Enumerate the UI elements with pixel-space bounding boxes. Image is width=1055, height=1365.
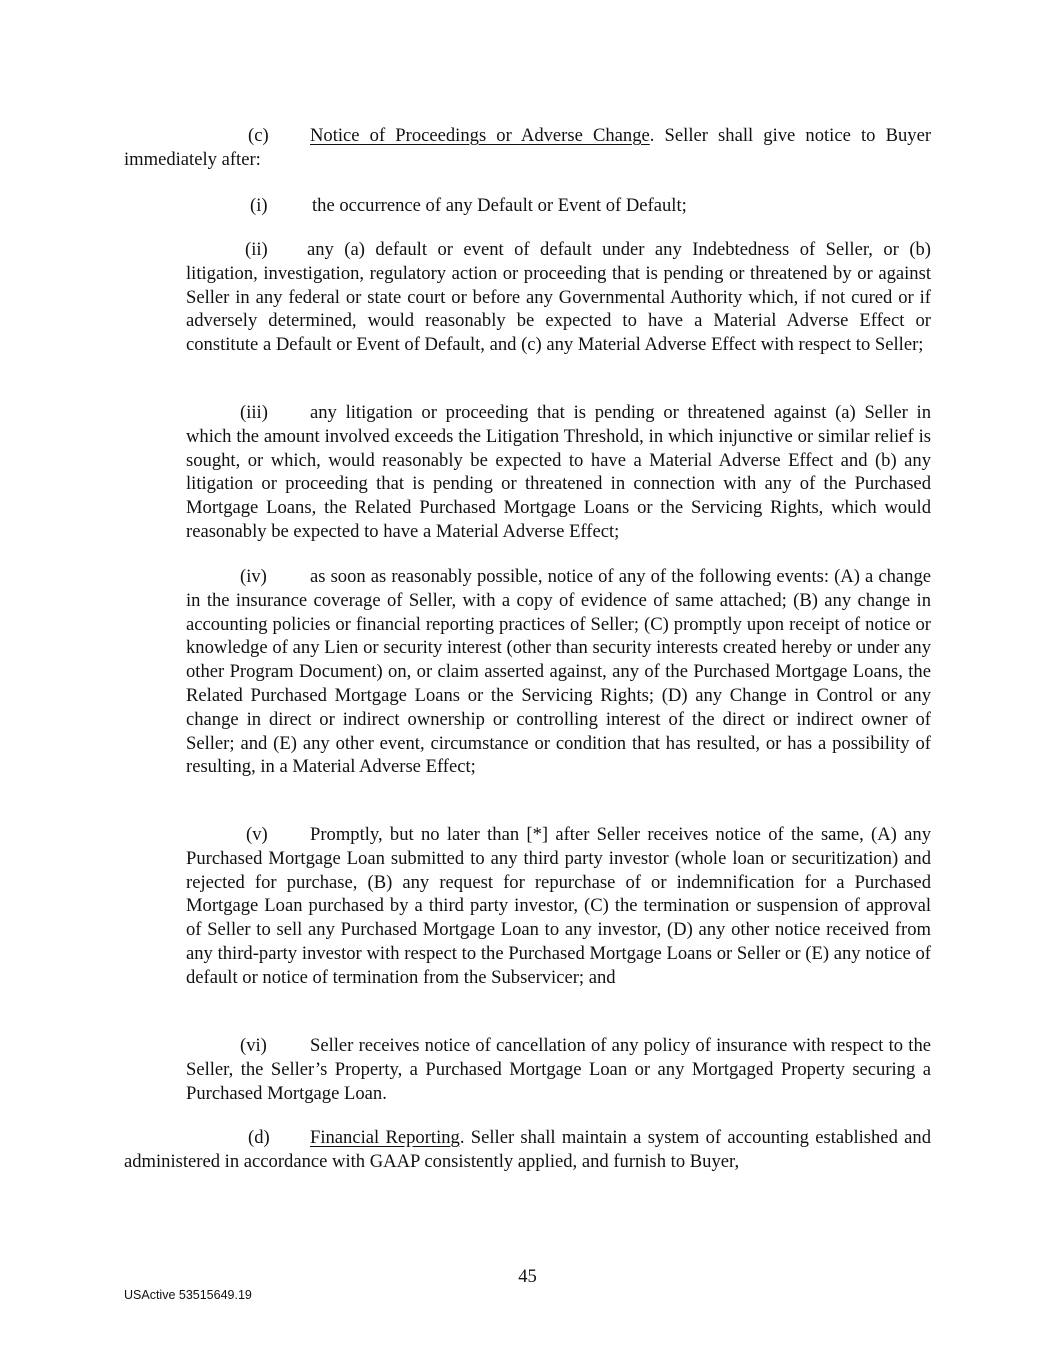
section-d-marker: (d) bbox=[248, 1127, 270, 1148]
section-c-heading: Notice of Proceedings or Adverse Change bbox=[310, 125, 650, 146]
section-c-marker: (c) bbox=[248, 125, 269, 146]
item-i-marker: (i) bbox=[250, 195, 268, 216]
item-ii-marker: (ii) bbox=[245, 239, 268, 260]
section-d-text: . Seller shall maintain a system of accounting established and administered in accordance with GAAP consistently applied, and furnish to Buyer, bbox=[124, 1127, 931, 1172]
item-ii-paragraph bbox=[186, 238, 931, 357]
item-iv-text: as soon as reasonably possible, notice of any of the following events: (A) a change in the insurance coverage of Seller, with a copy of evidence of same attached; (B) any change in accounting policies or financial reporting practices of Seller; (C) promptly upon receipt of notice or knowledge of any Lien or security interest (other than security interests created hereby or under any other Program Document) on, or claim asserted against, any of the Purchased Mortgage Loans, the Related Purchased Mortgage Loans or the Servicing Rights; (D) any Change in Control or any change in direct or indirect ownership or controlling interest of the direct or indirect owner of Seller; and (E) any other event, circumstance or condition that has resulted, or has a possibility of resulting, in a Material Adverse Effect; bbox=[186, 566, 931, 778]
section-d-heading: Financial Reporting bbox=[310, 1127, 460, 1148]
item-vi-text: Seller receives notice of cancellation of any policy of insurance with respect to the Seller, the Seller’s Property, a Purchased Mortgage Loan or any Mortgaged Property securing a Purchased Mortgage Loan. bbox=[186, 1035, 931, 1104]
item-i-text: the occurrence of any Default or Event of Default; bbox=[312, 195, 687, 216]
page-number: 45 bbox=[518, 1266, 537, 1287]
item-iv-paragraph bbox=[186, 565, 931, 779]
section-d-paragraph bbox=[124, 1126, 931, 1174]
item-iv-marker: (iv) bbox=[240, 566, 267, 587]
item-i-paragraph bbox=[186, 194, 931, 218]
section-c-text: . Seller shall give notice to Buyer immediately after: bbox=[124, 125, 932, 170]
item-iii-text: any litigation or proceeding that is pending or threatened against (a) Seller in which the amount involved exceeds the Litigation Threshold, in which injunctive or similar relief is sought, or which, would reasonably be expected to have a Material Adverse Effect and (b) any litigation or proceeding that is pending or threatened in connection with any of the Purchased Mortgage Loans, the Related Purchased Mortgage Loans or the Servicing Rights, which would reasonably be expected to have a Material Adverse Effect; bbox=[186, 402, 931, 542]
item-v-text: Promptly, but no later than [*] after Seller receives notice of the same, (A) any Purchased Mortgage Loan submitted to any third party investor (whole loan or securitization) and rejected for purchase, (B) any request for repurchase of or indemnification for a Purchased Mortgage Loan purchased by a third party investor, (C) the termination or suspension of approval of Seller to sell any Purchased Mortgage Loan to any investor, (D) any other notice received from any third-party investor with respect to the Purchased Mortgage Loans or Seller or (E) any notice of default or notice of termination from the Subservicer; and bbox=[186, 824, 931, 988]
item-v-marker: (v) bbox=[246, 824, 268, 845]
item-vi-marker: (vi) bbox=[240, 1035, 267, 1056]
item-iii-marker: (iii) bbox=[240, 402, 268, 423]
item-v-paragraph bbox=[186, 823, 931, 990]
item-iii-paragraph bbox=[186, 401, 931, 544]
item-ii-text: any (a) default or event of default under any Indebtedness of Seller, or (b) litigation, investigation, regulatory action or proceeding that is pending or threatened by or against Seller in any federal or state court or before any Governmental Authority which, if not cured or if adversely determined, would reasonably be expected to have a Material Adverse Effect or constitute a Default or Event of Default, and (c) any Material Adverse Effect with respect to Seller; bbox=[186, 239, 931, 356]
section-c-paragraph bbox=[124, 124, 931, 172]
document-id-footer: USActive 53515649.19 bbox=[124, 1288, 252, 1302]
item-vi-paragraph bbox=[186, 1034, 931, 1105]
